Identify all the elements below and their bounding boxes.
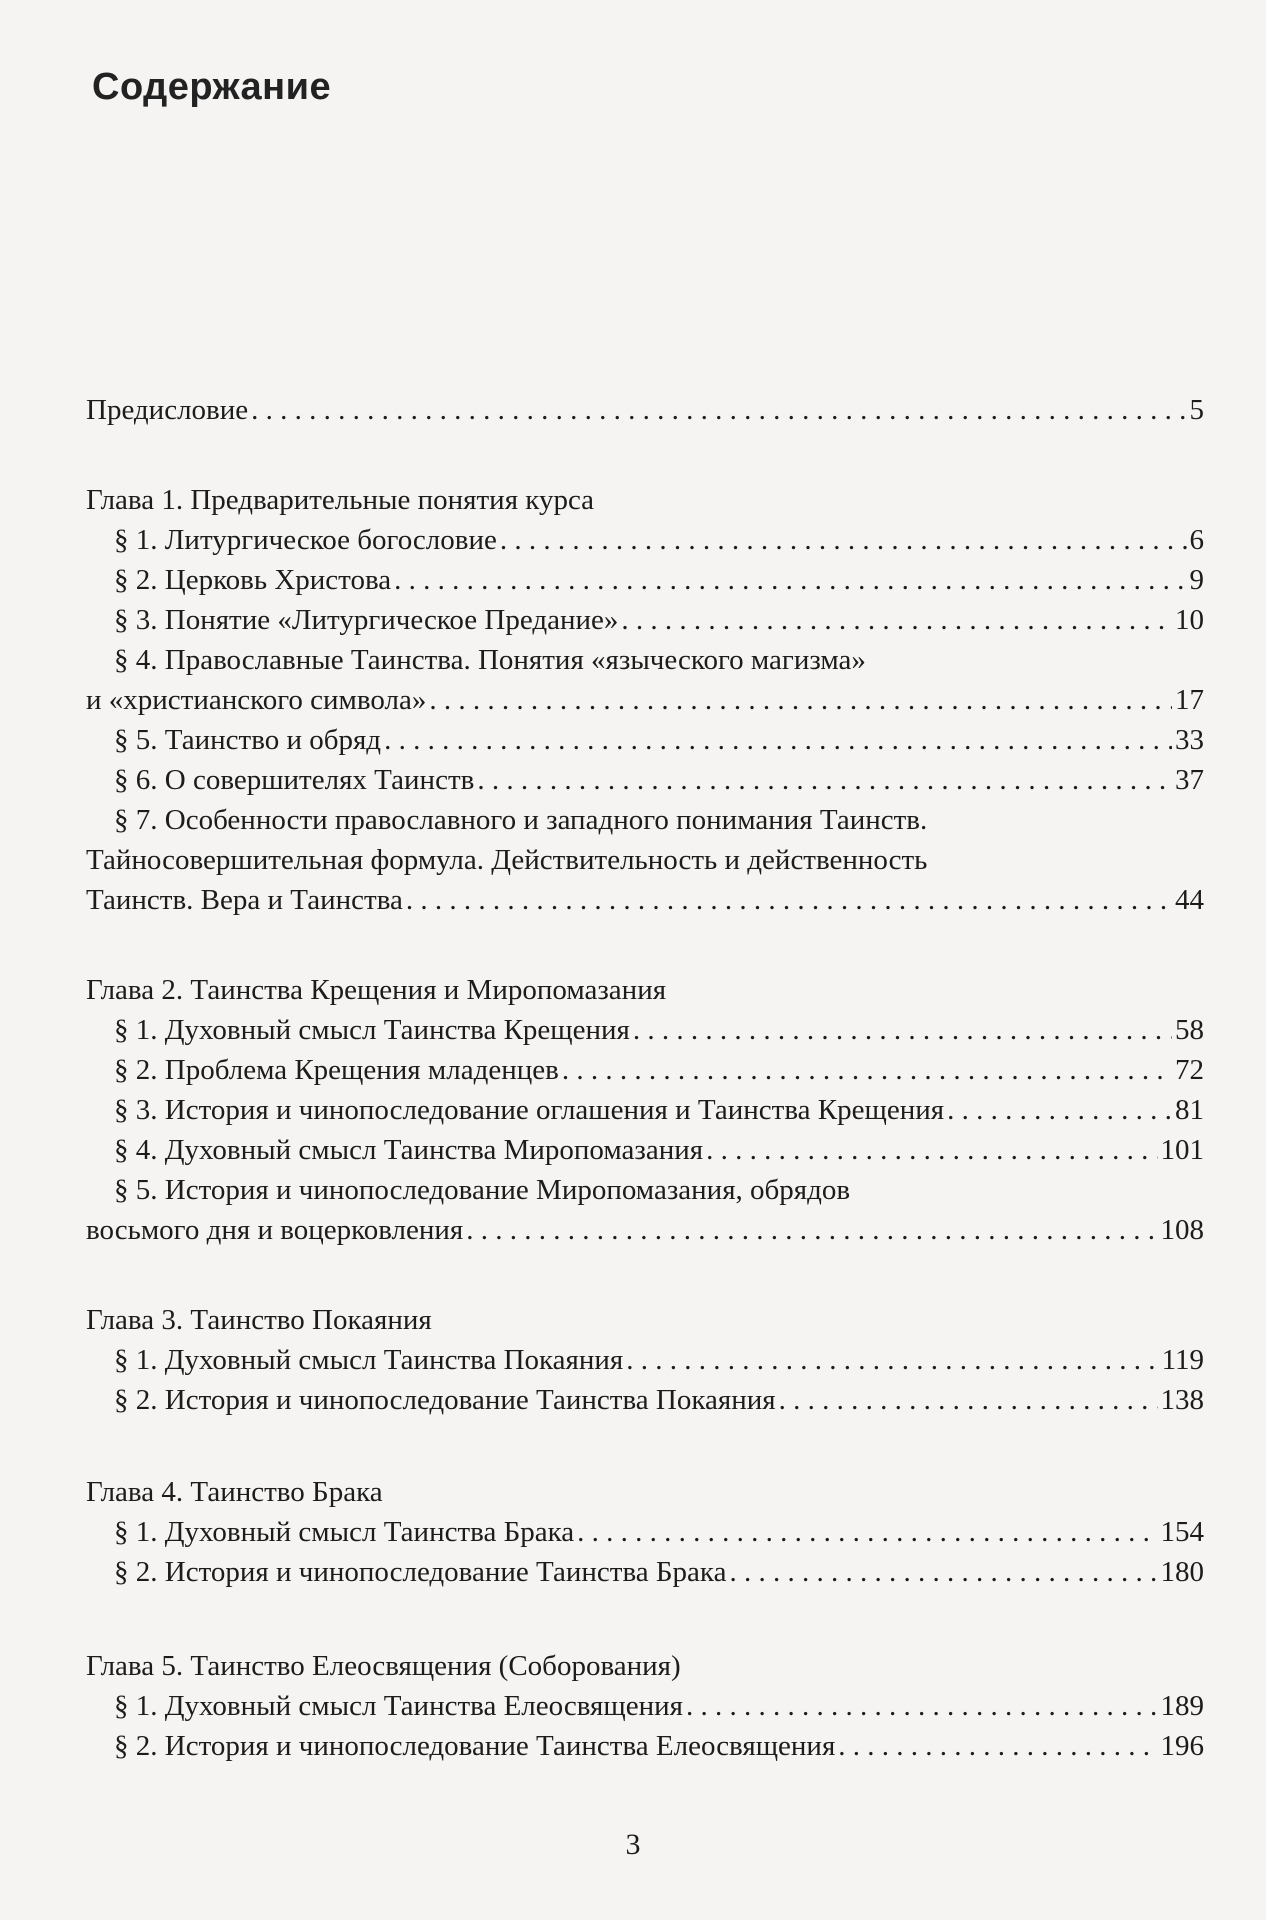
toc-entry-text: § 3. Понятие «Литургическое Предание» [114, 604, 619, 636]
toc-entry-text: § 1. Духовный смысл Таинства Елеосвящения [114, 1690, 683, 1722]
toc-entry-text: и «христианского символа» [86, 684, 427, 716]
dot-leader [633, 1010, 1172, 1050]
toc-entry [86, 1552, 1204, 1592]
toc-entry-text: восьмого дня и воцерковления [86, 1214, 464, 1246]
toc-entry-page: 189 [1160, 1690, 1204, 1722]
toc-entry [86, 1010, 1204, 1050]
toc-entry-text: § 4. Духовный смысл Таинства Миропомазания [114, 1134, 704, 1166]
toc-entry [86, 1050, 1204, 1090]
dot-leader [706, 1130, 1157, 1170]
dot-leader [394, 560, 1186, 600]
page-title: Содержание [92, 66, 332, 108]
dot-leader [838, 1726, 1157, 1766]
toc-chapter-4 [86, 1472, 1204, 1592]
toc-entry-page: 101 [1160, 1134, 1204, 1166]
toc-entry-page: 9 [1189, 564, 1204, 596]
toc-entry-text-line: § 4. Православные Таинства. Понятия «языческого магизма» [114, 644, 866, 676]
toc-entry-page: 33 [1175, 724, 1204, 756]
dot-leader [626, 1340, 1158, 1380]
dot-leader [686, 1686, 1158, 1726]
toc-preface-block [86, 390, 1204, 430]
toc-entry-text: § 2. История и чинопоследование Таинства Покаяния [114, 1384, 776, 1416]
toc-chapter-2 [86, 970, 1204, 1250]
toc-entry [86, 1130, 1204, 1170]
toc-entry-page: 10 [1175, 604, 1204, 636]
dot-leader [500, 520, 1187, 560]
toc-entry [86, 1210, 1204, 1250]
toc-entry-page: 154 [1160, 1516, 1204, 1548]
chapter-heading: Глава 4. Таинство Брака [86, 1476, 383, 1508]
toc-chapter-3 [86, 1300, 1204, 1420]
toc-entry-text: § 2. Проблема Крещения младенцев [114, 1054, 559, 1086]
toc-entry-text: § 6. О совершителях Таинств [114, 764, 475, 796]
dot-leader [621, 600, 1172, 640]
toc-entry [86, 760, 1204, 800]
toc-entry-text: § 2. История и чинопоследование Таинства Елеосвящения [114, 1730, 836, 1762]
toc-entry [86, 560, 1204, 600]
toc-entry-page: 72 [1175, 1054, 1204, 1086]
toc-entry [86, 1512, 1204, 1552]
dot-leader [384, 720, 1172, 760]
dot-leader [577, 1512, 1157, 1552]
dot-leader [477, 760, 1172, 800]
toc-entry-page: 108 [1160, 1214, 1204, 1246]
chapter-heading: Глава 5. Таинство Елеосвящения (Соборования) [86, 1650, 681, 1682]
chapter-heading: Глава 1. Предварительные понятия курса [86, 484, 595, 516]
toc-entry-text: Таинств. Вера и Таинства [86, 884, 403, 916]
toc-entry-text: § 1. Духовный смысл Таинства Крещения [114, 1014, 630, 1046]
toc-entry-text: § 1. Духовный смысл Таинства Брака [114, 1516, 575, 1548]
toc-entry-text: § 2. История и чинопоследование Таинства Брака [114, 1556, 727, 1588]
toc-entry [86, 1380, 1204, 1420]
toc-entry-text-line: Тайносовершительная формула. Действительность и действенность [86, 844, 928, 876]
toc-entry [86, 680, 1204, 720]
toc-entry-text: Предисловие [86, 394, 249, 426]
toc-entry-page: 44 [1175, 884, 1204, 916]
dot-leader [251, 390, 1186, 430]
toc-entry [86, 600, 1204, 640]
toc-entry [86, 880, 1204, 920]
toc-entry-text: § 2. Церковь Христова [114, 564, 392, 596]
dot-leader [562, 1050, 1172, 1090]
toc-entry [86, 520, 1204, 560]
toc-entry-text: § 1. Литургическое богословие [114, 524, 497, 556]
dot-leader [729, 1552, 1157, 1592]
toc-entry-preface [86, 390, 1204, 430]
toc-chapter-1 [86, 480, 1204, 920]
toc-entry-page: 81 [1175, 1094, 1204, 1126]
toc-entry [86, 1726, 1204, 1766]
dot-leader [779, 1380, 1158, 1420]
toc-entry-page: 138 [1160, 1384, 1204, 1416]
toc-entry [86, 1686, 1204, 1726]
toc-entry-text: § 1. Духовный смысл Таинства Покаяния [114, 1344, 624, 1376]
page-number: 3 [625, 1828, 641, 1861]
toc-entry-text: § 5. Таинство и обряд [114, 724, 382, 756]
chapter-heading: Глава 2. Таинства Крещения и Миропомазания [86, 974, 667, 1006]
dot-leader [947, 1090, 1172, 1130]
toc-entry-text: § 3. История и чинопоследование оглашения и Таинства Крещения [114, 1094, 945, 1126]
toc-chapter-5 [86, 1646, 1204, 1766]
toc-entry-text-line: § 7. Особенности православного и западного понимания Таинств. [114, 804, 928, 836]
dot-leader [429, 680, 1172, 720]
toc-entry-page: 6 [1189, 524, 1204, 556]
toc-entry-page: 17 [1175, 684, 1204, 716]
dot-leader [406, 880, 1172, 920]
toc-entry-page: 37 [1175, 764, 1204, 796]
toc-entry-page: 119 [1161, 1344, 1204, 1376]
toc-entry [86, 1340, 1204, 1380]
toc-entry-page: 5 [1189, 394, 1204, 426]
toc-entry-text-line: § 5. История и чинопоследование Миропомазания, обрядов [114, 1174, 851, 1206]
toc-entry [86, 720, 1204, 760]
chapter-heading: Глава 3. Таинство Покаяния [86, 1304, 432, 1336]
dot-leader [466, 1210, 1157, 1250]
toc-entry-page: 196 [1160, 1730, 1204, 1762]
toc-entry-page: 180 [1160, 1556, 1204, 1588]
toc-entry [86, 1090, 1204, 1130]
toc-entry-page: 58 [1175, 1014, 1204, 1046]
